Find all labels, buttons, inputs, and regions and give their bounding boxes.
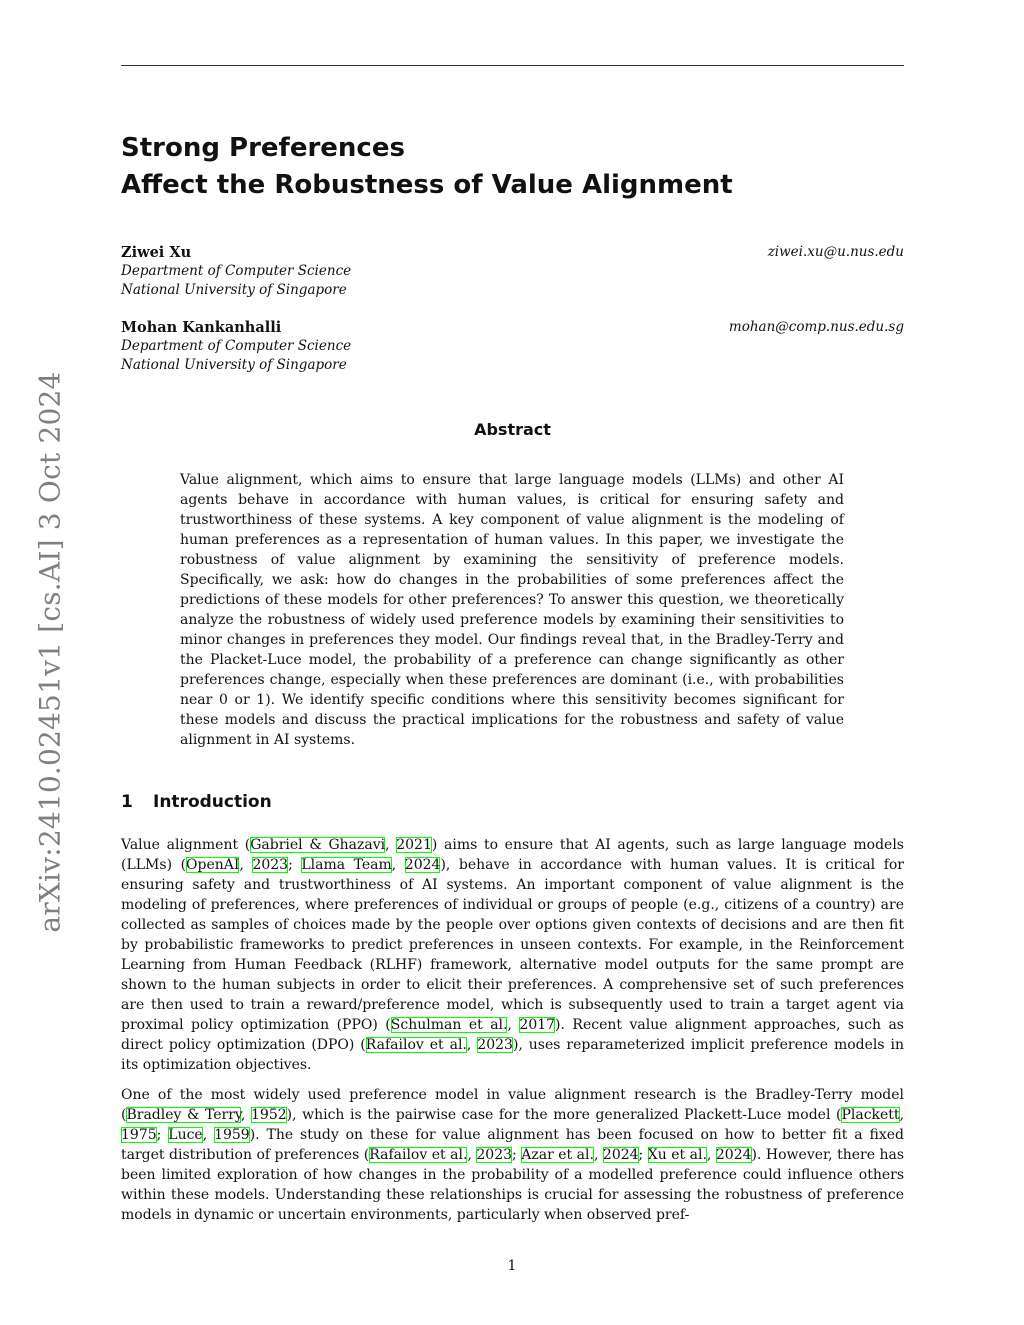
author-institution: National University of Singapore [121, 357, 347, 373]
title-line-2: Affect the Robustness of Value Alignment [121, 170, 733, 200]
author-block-1 [121, 243, 904, 300]
section-title: Introduction [153, 792, 272, 812]
author-email[interactable]: mohan@comp.nus.edu.sg [728, 319, 904, 335]
citation-link[interactable]: OpenAI [186, 857, 240, 873]
citation-link[interactable]: Llama Team [301, 857, 392, 873]
author-email[interactable]: ziwei.xu@u.nus.edu [767, 244, 904, 260]
intro-paragraph-1: Value alignment (Gabriel & Ghazavi, 2021) aims to ensure that AI agents, such as large language models (LLMs) (OpenAI, 2023; Llama Team, 2024), behave in accordance with human values. It is critical for ensuring safety and trustworthiness of AI systems. An important component of value alignment is the modeling of preferences, where preferences of individual or groups of people (e.g., citizens of a country) are collected as samples of choices made by the people over options given contexts of decisions and are then fit by probabilistic frameworks to predict preferences in unseen contexts. For example, in the Reinforcement Learning from Human Feedback (RLHF) framework, alternative model outputs for the same prompt are shown to the human subjects in order to elicit their preferences. A comprehensive set of such preferences are then used to train a reward/preference model, which is subsequently used to train a target agent via proximal policy optimization (PPO) (Schulman et al., 2017). Recent value alignment approaches, such as direct policy optimization (DPO) (Rafailov et al., 2023), uses reparameterized implicit preference models in its optimization objectives. [121, 837, 905, 1073]
citation-link[interactable]: 2023 [252, 857, 289, 873]
section-number: 1 [121, 792, 133, 812]
abstract-heading: Abstract [474, 420, 551, 439]
author-department: Department of Computer Science [121, 263, 352, 279]
abstract-text: Value alignment, which aims to ensure that large language models (LLMs) and other AI agents behave in accordance with human values, is critical for ensuring safety and trustworthiness of these systems. A key component of value alignment is the modeling of human preferences as a representation of human values. In this paper, we investigate the robustness of value alignment by examining the sensitivity of preference models. Specifically, we ask: how do changes in the probabilities of some preferences affect the predictions of these models for other preferences? To answer this question, we theoretically analyze the robustness of widely used preference models by examining their sensitivities to minor changes in preferences they model. Our findings reveal that, in the Bradley-Terry and the Placket-Luce model, the probability of a preference can change significantly as other preferences change, especially when these preferences are dominant (i.e., with probabilities near 0 or 1). We identify specific conditions where this sensitivity becomes significant for these models and discuss the practical implications for the robustness and safety of value alignment in AI systems. [180, 472, 844, 748]
author-name: Mohan Kankanhalli [121, 319, 282, 336]
citation-link[interactable]: 2024 [715, 1147, 752, 1163]
arxiv-identifier-text: arXiv:2410.02451v1 [cs.AI] 3 Oct 2024 [33, 371, 67, 933]
citation-link[interactable]: Rafailov et al. [369, 1147, 468, 1163]
header-rule [121, 65, 904, 66]
citation-link[interactable]: Xu et al. [647, 1147, 707, 1163]
author-name: Ziwei Xu [121, 244, 192, 261]
citation-link[interactable]: 1952 [251, 1107, 287, 1123]
citation-link[interactable]: Luce [168, 1127, 203, 1143]
citation-link[interactable]: 2023 [476, 1147, 513, 1163]
citation-link[interactable]: 2023 [477, 1037, 513, 1053]
author-institution: National University of Singapore [121, 282, 347, 298]
citation-link[interactable]: Bradley & Terry [126, 1107, 241, 1123]
citation-link[interactable]: 2024 [404, 857, 441, 873]
author-block-2 [121, 318, 904, 375]
citation-link[interactable]: Plackett [841, 1107, 900, 1123]
page-number: 1 [507, 1258, 517, 1274]
citation-link[interactable]: 1959 [214, 1127, 250, 1143]
intro-paragraph-2: One of the most widely used preference model in value alignment research is the Bradley-Terry model (Bradley & Terry, 1952), which is the pairwise case for the more generalized Plackett-Luce model (Plackett, 1975; Luce, 1959). The study on these for value alignment has been focused on how to better fit a fixed target distribution of preferences (Rafailov et al., 2023; Azar et al., 2024; Xu et al., 2024). However, there has been limited exploration of how changes in the probability of a modelled preference could influence others within these models. Understanding these relationships is crucial for assessing the robustness of preference models in dynamic or uncertain environments, particularly when observed pref- [121, 1087, 905, 1223]
arxiv-identifier-stamp [26, 371, 74, 933]
citation-link[interactable]: Azar et al. [521, 1147, 594, 1163]
citation-link[interactable]: Gabriel & Ghazavi [250, 837, 386, 853]
author-department: Department of Computer Science [121, 338, 352, 354]
citation-link[interactable]: Schulman et al. [390, 1017, 508, 1033]
citation-link[interactable]: 1975 [121, 1127, 157, 1143]
citation-link[interactable]: 2021 [396, 837, 432, 853]
section-heading-introduction [121, 792, 272, 812]
paper-title [121, 130, 904, 204]
citation-link[interactable]: Rafailov et al. [365, 1037, 467, 1053]
title-line-1: Strong Preferences [121, 133, 405, 163]
citation-link[interactable]: 2024 [602, 1147, 639, 1163]
citation-link[interactable]: 2017 [519, 1017, 556, 1033]
